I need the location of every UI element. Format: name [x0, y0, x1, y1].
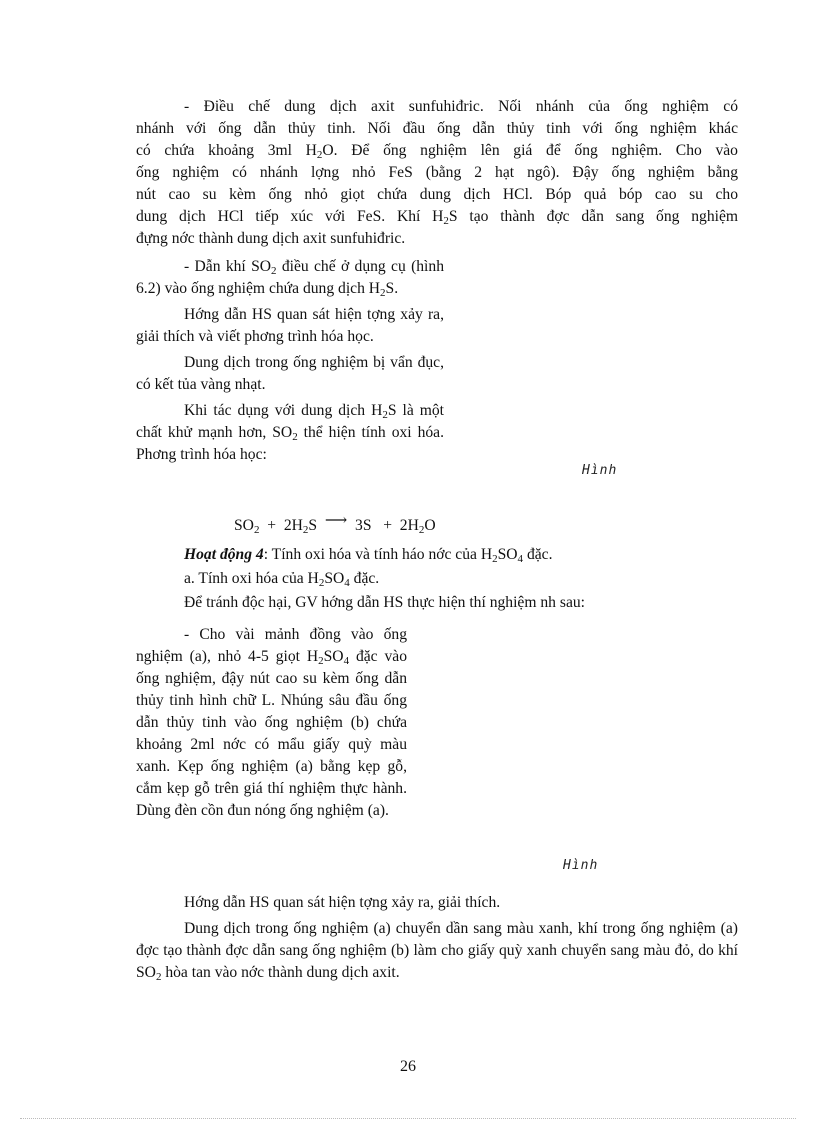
page-number: 26	[400, 1058, 416, 1075]
subsection-a: a. Tính oxi hóa của $H_2SO_4$ đặc.	[184, 570, 380, 589]
intro-line-1: - Điều chế dung dịch axit sunfuhiđric. Nối nhánh của ống nghiệm có	[184, 98, 738, 115]
conclusion-block	[136, 892, 738, 984]
intro-line-4: ống nghiệm có nhánh lợng nhỏ FeS (bằng 2 hạt ngô). Đậy ống nghiệm bằng	[136, 164, 738, 181]
copper-paragraph: - Cho vài mảnh đồng vào ống nghiệm (a), nhỏ 4-5 giọt $H_2SO_4$ đặc vào ống nghiệm, đậy nút cao su kèm ống dẫn thủy tinh hình chữ L. Nhúng sâu đầu ống dẫn thủy tinh vào ống nghiệm (b) chứa khoảng 2ml nớc có mẩu giấy quỳ màu xanh. Kẹp ống nghiệm (a) bằng kẹp gỗ, cắm kẹp gỗ trên giá thí nghiệm thực hành. Dùng đèn cồn đun nóng ống nghiệm (a).	[136, 626, 407, 819]
activity-4-heading: Hoạt động 4: Tính oxi hóa và tính háo nớc của $H_2SO_4$ đặc.	[184, 546, 553, 565]
figure-label-1: Hình	[582, 463, 618, 478]
intro-line-2: nhánh với ống dẫn thủy tinh. Nối đầu ống dẫn thủy tinh với ống nghiệm khác	[136, 120, 738, 137]
footer-divider	[20, 1118, 796, 1119]
so2-paragraph: - Dẫn khí $SO_2$ điều chế ở dụng cụ (hình 6.2) vào ống nghiệm chứa dung dịch $H_2S$.	[136, 258, 444, 299]
reduce-paragraph: Khi tác dụng với dung dịch $H_2S$ là một chất khử mạnh hơn, $SO_2$ thể hiện tính oxi hóa. Phơng trình hóa học:	[136, 402, 444, 463]
activity-block	[136, 544, 738, 614]
left-column-lower	[136, 624, 407, 822]
intro-line-6: dung dịch HCl tiếp xúc với FeS. Khí $H_2S$ tạo thành đợc dẫn sang ống nghiệm	[136, 208, 738, 227]
turbid-paragraph: Dung dịch trong ống nghiệm bị vẩn đục, có kết tủa vàng nhạt.	[136, 354, 444, 393]
intro-paragraph	[136, 96, 738, 250]
safety-paragraph: Để tránh độc hại, GV hớng dẫn HS thực hiện thí nghiệm nh sau:	[184, 594, 585, 611]
result-paragraph: Dung dịch trong ống nghiệm (a) chuyển dần sang màu xanh, khí trong ống nghiệm (a) đợc tạo thành đợc dẫn sang ống nghiệm (b) làm cho giấy quỳ xanh chuyển sang màu đỏ, do khí $SO_2$ hòa tan vào nớc thành dung dịch axit.	[136, 920, 738, 983]
intro-line-5: nút cao su kèm ống nhỏ giọt chứa dung dịch HCl. Bóp quả bóp cao su cho	[136, 186, 738, 203]
left-column-upper	[136, 256, 444, 466]
intro-line-3: có chứa khoảng 3ml $H_2O$. Để ống nghiệm lên giá để ống nghiệm. Cho vào	[136, 142, 738, 161]
guide-paragraph-2: Hớng dẫn HS quan sát hiện tợng xảy ra, giải thích.	[184, 894, 501, 911]
chemical-equation: $SO_2 + 2H_2S$ ⟶ $3S + 2H_2O$	[234, 512, 436, 536]
figure-label-2: Hình	[563, 858, 599, 873]
guide-paragraph-1: Hớng dẫn HS quan sát hiện tợng xảy ra, giải thích và viết phơng trình hóa học.	[136, 306, 444, 345]
reaction-arrow-icon: ⟶	[324, 512, 348, 529]
intro-line-7: đựng nớc thành dung dịch axit sunfuhiđric.	[136, 230, 406, 247]
